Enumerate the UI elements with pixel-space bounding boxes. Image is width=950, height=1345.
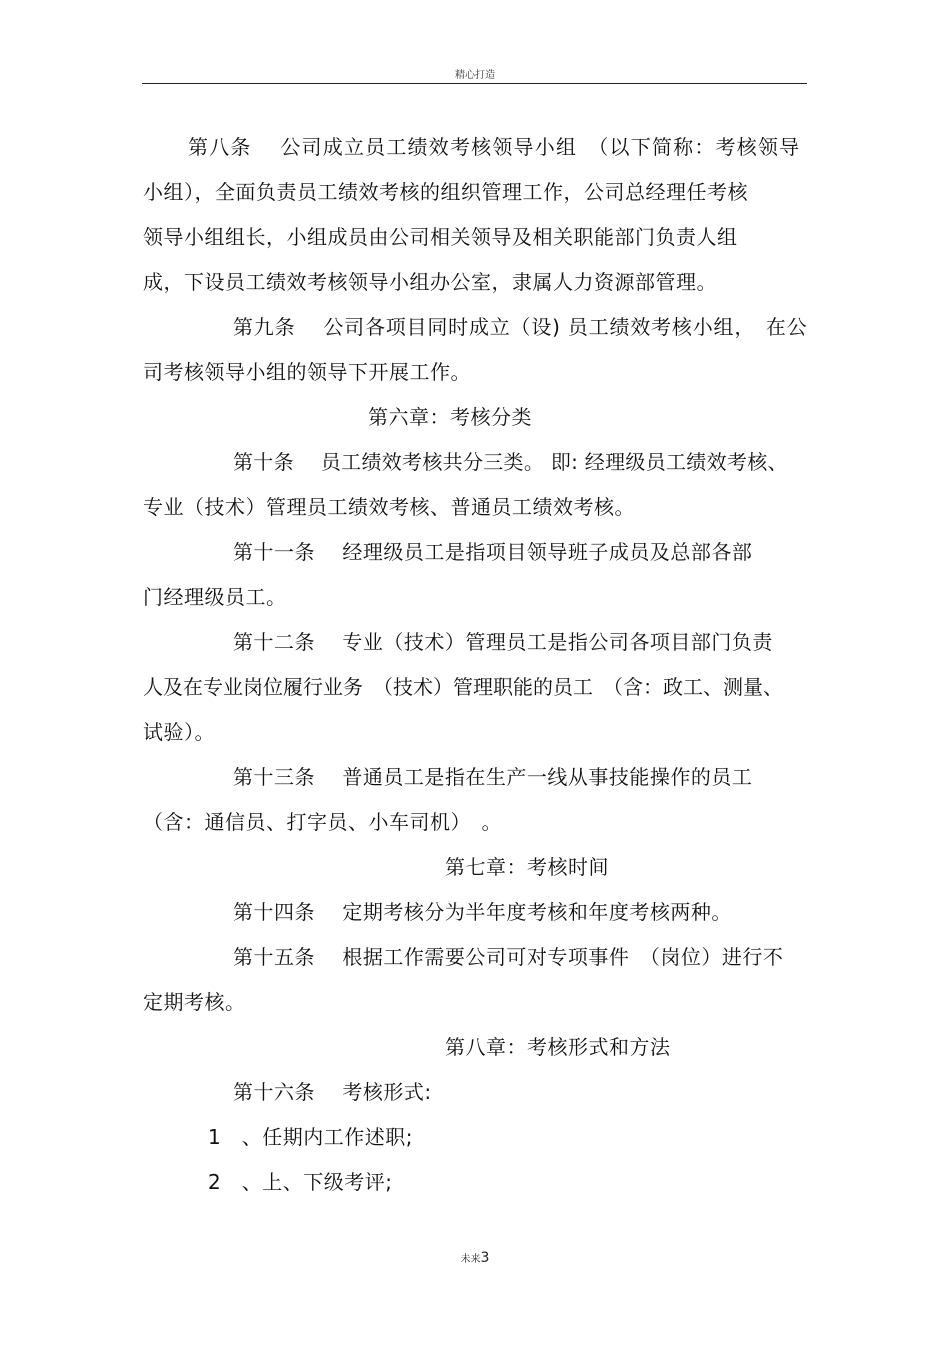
header-divider: [142, 83, 807, 84]
article-9-line-1: 第九条 公司各项目同时成立（设) 员工绩效考核小组， 在公: [233, 315, 808, 339]
list-item-1: 1 、任期内工作述职;: [208, 1125, 413, 1149]
article-12-line-3: 试验）。: [143, 720, 215, 744]
chapter-8-heading: 第八章：考核形式和方法: [445, 1035, 671, 1059]
article-12-line-2: 人及在专业岗位履行业务 （技术）管理职能的员工 （含：政工、测量、: [143, 675, 783, 699]
article-12-line-1: 第十二条 专业（技术）管理员工是指公司各项目部门负责: [233, 630, 773, 654]
article-15-line-2: 定期考核。: [143, 990, 246, 1014]
article-8-line-4: 成，下设员工绩效考核领导小组办公室，隶属人力资源部管理。: [143, 270, 717, 294]
article-8-line-3: 领导小组组长，小组成员由公司相关领导及相关职能部门负责人组: [143, 225, 738, 249]
article-9-line-2: 司考核领导小组的领导下开展工作。: [143, 360, 471, 384]
article-10-line-2: 专业（技术）管理员工绩效考核、普通员工绩效考核。: [143, 495, 635, 519]
article-11-line-1: 第十一条 经理级员工是指项目领导班子成员及总部各部: [233, 540, 753, 564]
article-14-line-1: 第十四条 定期考核分为半年度考核和年度考核两种。: [233, 900, 732, 924]
page-footer: [0, 1250, 950, 1266]
article-8-line-2: 小组），全面负责员工绩效考核的组织管理工作，公司总经理任考核: [143, 180, 748, 204]
article-13-line-2: （含：通信员、打字员、小车司机） 。: [143, 810, 502, 834]
chapter-6-heading: 第六章：考核分类: [368, 405, 532, 429]
article-11-line-2: 门经理级员工。: [143, 585, 287, 609]
article-13-line-1: 第十三条 普通员工是指在生产一线从事技能操作的员工: [233, 765, 753, 789]
list-item-2: 2 、上、下级考评;: [208, 1170, 393, 1194]
footer-prefix: 未来: [460, 1254, 481, 1265]
page-number: 3: [480, 1250, 490, 1266]
header-text: 精心打造: [455, 70, 495, 81]
article-10-line-1: 第十条 员工绩效考核共分三类。 即: 经理级员工绩效考核、: [233, 450, 788, 474]
article-16-line-1: 第十六条 考核形式:: [233, 1080, 432, 1104]
article-15-line-1: 第十五条 根据工作需要公司可对专项事件 （岗位）进行不: [233, 945, 784, 969]
chapter-7-heading: 第七章：考核时间: [445, 855, 609, 879]
article-8-line-1: 第八条 公司成立员工绩效考核领导小组 （以下简称：考核领导: [188, 135, 801, 159]
